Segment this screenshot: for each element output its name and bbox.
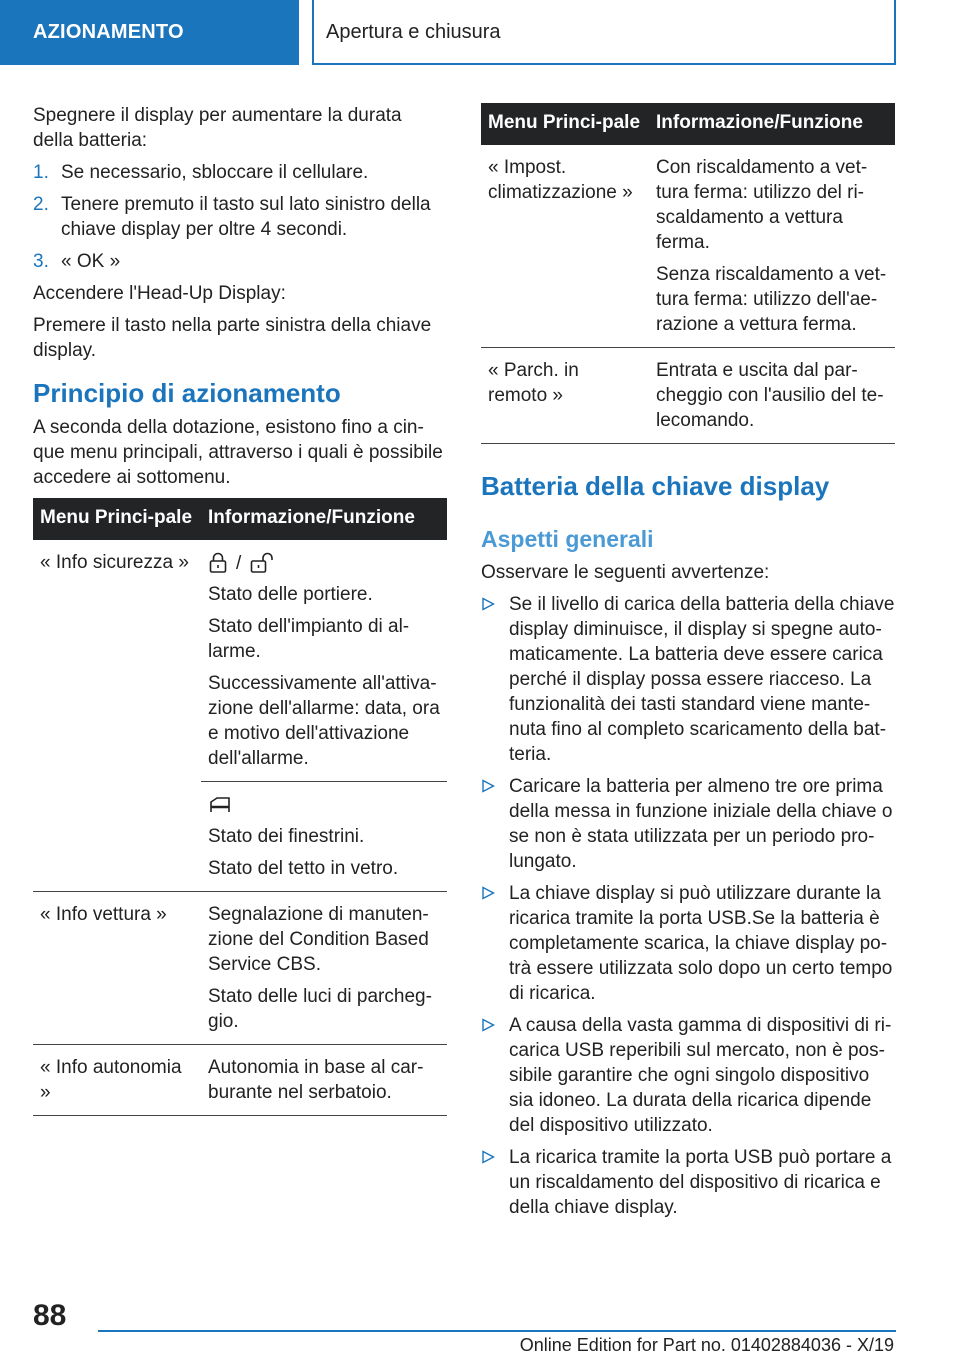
info-cell [201, 1045, 447, 1116]
table-row [481, 145, 895, 348]
info-text: Stato del tetto in vetro. [208, 858, 399, 879]
table-row [33, 892, 447, 1045]
table-header-menu: Menu Princi-pale [481, 103, 649, 145]
list-item [481, 1145, 895, 1220]
info-cell [201, 540, 447, 782]
list-item-text: Caricare la batteria per almeno tre ore prima della messa in funzione iniziale della chiave o se non è stata utilizzata per un periodo pro-lungato. [509, 776, 893, 872]
bullet-triangle-icon [481, 597, 495, 611]
warnings-intro: Osservare le seguenti avvertenze: [481, 562, 770, 583]
list-item-text: La ricarica tramite la porta USB può portare a un riscaldamento del dispositivo di ricarica e della chiave display. [509, 1147, 892, 1218]
left-column [33, 103, 447, 1116]
table-row [33, 540, 447, 782]
table-header-row [481, 103, 895, 145]
warnings-list [481, 592, 895, 1220]
chapter-tab [312, 0, 896, 65]
bullet-triangle-icon [481, 779, 495, 793]
footer-divider [98, 1330, 896, 1332]
subsection-heading: Aspetti generali [481, 526, 654, 552]
list-item [481, 1013, 895, 1138]
menu-cell: « Info vettura » [40, 904, 167, 925]
table-header-info: Informazione/Funzione [201, 498, 447, 540]
step-number: 2. [33, 194, 49, 215]
info-text: Stato dell'impianto di al-larme. [208, 616, 410, 662]
table-header-menu: Menu Princi-pale [33, 498, 201, 540]
step-item [33, 160, 447, 185]
info-text: Senza riscaldamento a vet-tura ferma: utilizzo dell'ae-razione a vettura ferma. [656, 264, 887, 335]
info-text: Segnalazione di manuten-zione del Condition Based Service CBS. [208, 904, 429, 975]
lock-open-icon [249, 552, 275, 574]
table-header-info: Informazione/Funzione [649, 103, 895, 145]
list-item [481, 774, 895, 874]
status-icons [208, 550, 441, 576]
icon-separator: / [236, 552, 242, 574]
status-icons [208, 792, 441, 818]
info-text: Stato dei finestrini. [208, 826, 365, 847]
info-text: Successivamente all'attiva-zione dell'allarme: data, ora e motivo dell'attivazione dell'allarme. [208, 673, 440, 769]
menu-cell: « Info sicurezza » [40, 552, 189, 573]
menu-cell: « Impost. climatizzazione » [488, 157, 633, 203]
footer-edition: Online Edition for Part no. 01402884036 - X/19 [519, 1335, 894, 1355]
step-item [33, 249, 447, 274]
step-item [33, 192, 447, 242]
section-tab-label: AZIONAMENTO [33, 21, 184, 43]
table-row [33, 1045, 447, 1116]
table-row [481, 348, 895, 444]
step-text: Se necessario, sbloccare il cellulare. [61, 162, 369, 183]
hud-title: Accendere l'Head-Up Display: [33, 283, 286, 304]
menu-cell: « Parch. in remoto » [488, 360, 579, 406]
list-item-text: A causa della vasta gamma di dispositivi di ri-carica USB reperibili sul mercato, non è pos-sibile garantire che ogni singolo dispositivo sia idoneo. La durata della ricarica dipende del dispositivo utilizzato. [509, 1015, 892, 1136]
info-cell [201, 892, 447, 1045]
page-number: 88 [33, 1299, 67, 1332]
steps-list [33, 160, 447, 274]
lock-closed-icon [208, 552, 228, 574]
step-number: 3. [33, 251, 49, 272]
list-item-text: La chiave display si può utilizzare durante la ricarica tramite la porta USB.Se la batteria è completamente scarica, la chiave display po-trà essere utilizzata solo dopo un certo tempo di ricarica. [509, 883, 893, 1004]
bullet-triangle-icon [481, 886, 495, 900]
main-menu-table [33, 498, 447, 1116]
section-text: A seconda della dotazione, esistono fino a cin-que menu principali, attraverso i quali è possibile accedere ai sottomenu. [33, 417, 443, 488]
info-text: Autonomia in base al car-burante nel serbatoio. [208, 1057, 424, 1103]
bullet-triangle-icon [481, 1150, 495, 1164]
info-cell [649, 145, 895, 348]
list-item [481, 592, 895, 767]
table-header-row [33, 498, 447, 540]
section-heading-batteria: Batteria della chiave display [481, 471, 830, 501]
section-tab [0, 0, 299, 65]
info-text: Con riscaldamento a vet-tura ferma: utilizzo del ri-scaldamento a vettura ferma. [656, 157, 868, 253]
info-text: Stato delle luci di parcheg-gio. [208, 986, 432, 1032]
info-cell [201, 782, 447, 892]
menu-cell: « Info autonomia » [40, 1057, 182, 1103]
info-text: Entrata e uscita dal par-cheggio con l'ausilio del te-lecomando. [656, 360, 884, 431]
list-item-text: Se il livello di carica della batteria della chiave display diminuisce, il display si spegne auto-maticamente. La batteria deve essere carica perché il display possa essere riacceso. La funzionalità dei tasti standard viene mante-nuta fino al completo scaricamento della bat-teria. [509, 594, 895, 765]
step-number: 1. [33, 162, 49, 183]
main-menu-table-continued [481, 103, 895, 444]
intro-paragraph: Spegnere il display per aumentare la durata della batteria: [33, 105, 402, 151]
step-text: Tenere premuto il tasto sul lato sinistro della chiave display per oltre 4 secondi. [61, 194, 431, 240]
bullet-triangle-icon [481, 1018, 495, 1032]
section-heading-principio: Principio di azionamento [33, 378, 341, 408]
window-icon [208, 795, 232, 815]
info-cell [649, 348, 895, 444]
list-item [481, 881, 895, 1006]
info-text: Stato delle portiere. [208, 584, 373, 605]
right-column [481, 103, 895, 1227]
chapter-tab-label: Apertura e chiusura [326, 21, 501, 43]
hud-text: Premere il tasto nella parte sinistra della chiave display. [33, 315, 432, 361]
step-text: « OK » [61, 251, 121, 272]
